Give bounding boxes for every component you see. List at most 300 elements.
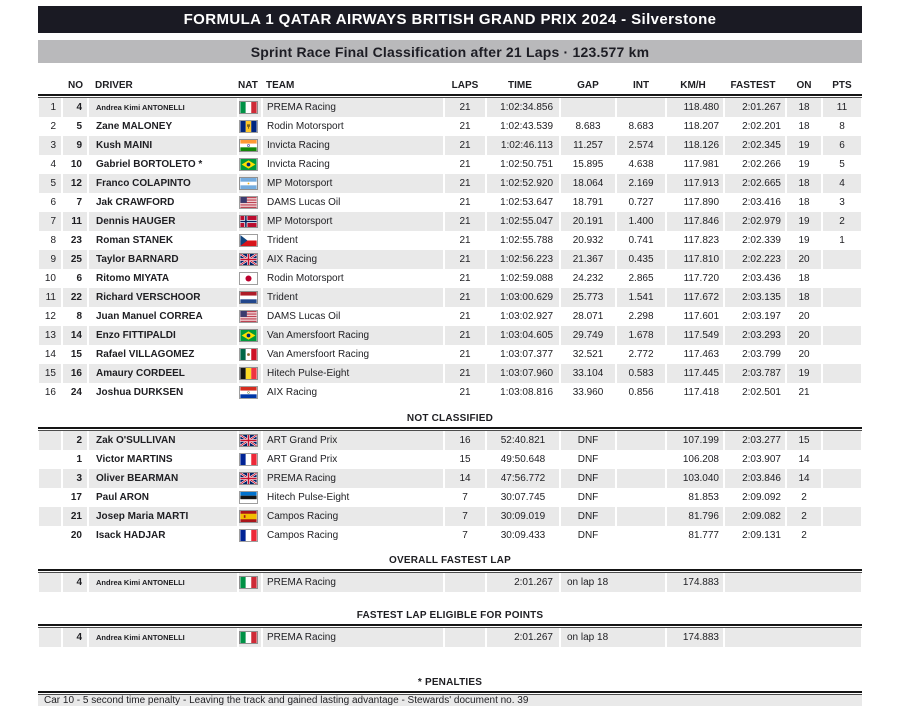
cell-fastest: 2:02.979 xyxy=(724,212,786,231)
cell-laps: 21 xyxy=(444,155,486,174)
cell-team: ART Grand Prix xyxy=(262,450,444,469)
cell-on: 18 xyxy=(786,117,822,136)
cell-gap: DNF xyxy=(560,431,616,450)
cell-on: 19 xyxy=(786,136,822,155)
cell-kmh: 103.040 xyxy=(666,469,724,488)
driver-name: Gabriel BORTOLETO * xyxy=(96,159,203,170)
driver-name: Taylor BARNARD xyxy=(96,254,179,265)
cell-pts xyxy=(822,288,862,307)
cell-time: 47:56.772 xyxy=(486,469,560,488)
barbados-flag-icon xyxy=(240,121,257,132)
cell-time: 1:03:07.377 xyxy=(486,345,560,364)
cell-no: 16 xyxy=(62,364,88,383)
brazil-flag-icon xyxy=(240,159,257,170)
cell-pos: 14 xyxy=(38,345,62,364)
cell-fastest: 2:03.197 xyxy=(724,307,786,326)
cell-int: 0.727 xyxy=(616,193,666,212)
driver-name: Zak O'SULLIVAN xyxy=(96,435,176,446)
header-nat: NAT xyxy=(238,77,262,94)
cell-fastest: 2:02.665 xyxy=(724,174,786,193)
fastest-lap-row xyxy=(38,573,862,592)
cell-fastest: 2:09.131 xyxy=(724,526,786,545)
cell-laps: 21 xyxy=(444,117,486,136)
cell-laps: 7 xyxy=(444,507,486,526)
usa-flag-icon xyxy=(240,311,257,322)
header-laps: LAPS xyxy=(444,77,486,94)
cell-team: Hitech Pulse-Eight xyxy=(262,488,444,507)
race-title: FORMULA 1 QATAR AIRWAYS BRITISH GRAND PRIX 2024 - Silverstone xyxy=(183,11,717,28)
cell-no: 3 xyxy=(62,469,88,488)
cell-pts xyxy=(822,469,862,488)
cell-gap: 33.960 xyxy=(560,383,616,402)
cell-no: 2 xyxy=(62,431,88,450)
header-no: NO xyxy=(62,77,88,94)
table-row xyxy=(38,431,862,450)
cell-kmh: 81.853 xyxy=(666,488,724,507)
cell-gap: 24.232 xyxy=(560,269,616,288)
cell-gap: 32.521 xyxy=(560,345,616,364)
cell-pos xyxy=(38,628,62,647)
cell-rest xyxy=(724,573,862,592)
cell-kmh: 117.720 xyxy=(666,269,724,288)
cell-gap: 33.104 xyxy=(560,364,616,383)
cell-int xyxy=(616,450,666,469)
cell-time: 1:03:00.629 xyxy=(486,288,560,307)
cell-pts xyxy=(822,250,862,269)
cell-on: 18 xyxy=(786,269,822,288)
cell-driver xyxy=(88,345,238,364)
table-row xyxy=(38,383,862,402)
usa-flag-icon xyxy=(240,197,257,208)
cell-time: 1:02:59.088 xyxy=(486,269,560,288)
paraguay-flag-icon xyxy=(240,387,257,398)
cell-int xyxy=(616,98,666,117)
cell-no: 21 xyxy=(62,507,88,526)
cell-rest xyxy=(724,628,862,647)
cell-laps: 21 xyxy=(444,174,486,193)
cell-kmh: 117.913 xyxy=(666,174,724,193)
section-gap-row xyxy=(38,592,862,604)
cell-pts: 6 xyxy=(822,136,862,155)
cell-on: 18 xyxy=(786,174,822,193)
cell-pts: 1 xyxy=(822,231,862,250)
cell-pts xyxy=(822,345,862,364)
cell-on: 14 xyxy=(786,450,822,469)
cell-on: 18 xyxy=(786,288,822,307)
driver-name: Zane MALONEY xyxy=(96,121,173,132)
cell-fastest: 2:03.907 xyxy=(724,450,786,469)
netherlands-flag-icon xyxy=(240,292,257,303)
belgium-flag-icon xyxy=(240,368,257,379)
cell-pos: 7 xyxy=(38,212,62,231)
driver-name: Enzo FITTIPALDI xyxy=(96,330,176,341)
cell-time: 52:40.821 xyxy=(486,431,560,450)
cell-kmh: 117.418 xyxy=(666,383,724,402)
cell-no: 7 xyxy=(62,193,88,212)
cell-time: 30:09.433 xyxy=(486,526,560,545)
cell-driver xyxy=(88,269,238,288)
japan-flag-icon xyxy=(240,273,257,284)
cell-on: 18 xyxy=(786,98,822,117)
cell-nat xyxy=(238,212,262,231)
table-row xyxy=(38,269,862,288)
cell-kmh: 174.883 xyxy=(666,628,724,647)
cell-pts: 8 xyxy=(822,117,862,136)
cell-gap: DNF xyxy=(560,450,616,469)
cell-nat xyxy=(238,628,262,647)
france-flag-icon xyxy=(240,530,257,541)
driver-name: Andrea Kimi ANTONELLI xyxy=(96,103,185,112)
cell-pts: 4 xyxy=(822,174,862,193)
cell-on: 18 xyxy=(786,193,822,212)
cell-gap: 25.773 xyxy=(560,288,616,307)
driver-name: Roman STANEK xyxy=(96,235,174,246)
cell-int: 1.678 xyxy=(616,326,666,345)
section-gap-row xyxy=(38,647,862,671)
cell-int xyxy=(616,526,666,545)
cell-driver xyxy=(88,507,238,526)
table-row xyxy=(38,345,862,364)
cell-on: 19 xyxy=(786,364,822,383)
cell-time: 1:02:55.788 xyxy=(486,231,560,250)
cell-kmh: 117.445 xyxy=(666,364,724,383)
cell-driver xyxy=(88,383,238,402)
cell-nat xyxy=(238,488,262,507)
cell-driver xyxy=(88,326,238,345)
cell-time: 1:02:53.647 xyxy=(486,193,560,212)
cell-time: 2:01.267 xyxy=(486,573,560,592)
cell-pos: 4 xyxy=(38,155,62,174)
uk-flag-icon xyxy=(240,473,257,484)
cell-pts xyxy=(822,307,862,326)
italy-flag-icon xyxy=(240,632,257,643)
section-heading-penalties: * PENALTIES xyxy=(417,677,483,688)
cell-fastest: 2:02.339 xyxy=(724,231,786,250)
cell-nat xyxy=(238,231,262,250)
cell-gap: 20.932 xyxy=(560,231,616,250)
table-row xyxy=(38,507,862,526)
driver-name: Andrea Kimi ANTONELLI xyxy=(96,578,185,587)
cell-gap xyxy=(560,98,616,117)
header-kmh: KM/H xyxy=(666,77,724,94)
cell-pts xyxy=(822,450,862,469)
cell-pos: 15 xyxy=(38,364,62,383)
cell-nat xyxy=(238,98,262,117)
cell-nat xyxy=(238,364,262,383)
cell-fastest: 2:03.436 xyxy=(724,269,786,288)
cell-pts xyxy=(822,488,862,507)
cell-int: 0.741 xyxy=(616,231,666,250)
cell-pos xyxy=(38,431,62,450)
driver-name: Paul ARON xyxy=(96,492,149,503)
cell-driver xyxy=(88,155,238,174)
cell-time: 1:03:07.960 xyxy=(486,364,560,383)
cell-nat xyxy=(238,345,262,364)
cell-pos: 10 xyxy=(38,269,62,288)
cell-team: DAMS Lucas Oil xyxy=(262,307,444,326)
header-time: TIME xyxy=(486,77,560,94)
cell-nat xyxy=(238,450,262,469)
cell-no: 1 xyxy=(62,450,88,469)
cell-gap: 18.791 xyxy=(560,193,616,212)
cell-laps: 21 xyxy=(444,326,486,345)
cell-int xyxy=(616,469,666,488)
cell-on: 20 xyxy=(786,345,822,364)
penalty-row xyxy=(38,695,862,706)
cell-team: AIX Racing xyxy=(262,383,444,402)
cell-laps: 21 xyxy=(444,345,486,364)
cell-team: MP Motorsport xyxy=(262,212,444,231)
cell-driver xyxy=(88,488,238,507)
cell-on: 19 xyxy=(786,155,822,174)
cell-laps: 15 xyxy=(444,450,486,469)
cell-fastest: 2:02.223 xyxy=(724,250,786,269)
cell-no: 11 xyxy=(62,212,88,231)
spain-flag-icon xyxy=(240,511,257,522)
cell-no: 4 xyxy=(62,573,88,592)
cell-fastest: 2:03.416 xyxy=(724,193,786,212)
cell-time: 1:03:02.927 xyxy=(486,307,560,326)
cell-gap: 29.749 xyxy=(560,326,616,345)
cell-team: PREMA Racing xyxy=(262,469,444,488)
cell-pos xyxy=(38,573,62,592)
table-row xyxy=(38,469,862,488)
cell-pts xyxy=(822,431,862,450)
cell-team: Trident xyxy=(262,231,444,250)
cell-pts xyxy=(822,507,862,526)
cell-time: 1:02:34.856 xyxy=(486,98,560,117)
driver-name: Richard VERSCHOOR xyxy=(96,292,201,303)
cell-time: 30:09.019 xyxy=(486,507,560,526)
cell-kmh: 118.480 xyxy=(666,98,724,117)
cell-pos xyxy=(38,450,62,469)
cell-laps: 21 xyxy=(444,231,486,250)
cell-kmh: 81.796 xyxy=(666,507,724,526)
czech-flag-icon xyxy=(240,235,257,246)
cell-time: 1:02:43.539 xyxy=(486,117,560,136)
cell-driver xyxy=(88,364,238,383)
cell-driver xyxy=(88,212,238,231)
fastest-lap-row xyxy=(38,628,862,647)
driver-name: Andrea Kimi ANTONELLI xyxy=(96,633,185,642)
table-row xyxy=(38,364,862,383)
cell-on: 2 xyxy=(786,526,822,545)
cell-no: 6 xyxy=(62,269,88,288)
cell-no: 15 xyxy=(62,345,88,364)
table-row xyxy=(38,193,862,212)
brazil-flag-icon xyxy=(240,330,257,341)
italy-flag-icon xyxy=(240,102,257,113)
cell-kmh: 118.207 xyxy=(666,117,724,136)
cell-driver xyxy=(88,136,238,155)
header-fastest: FASTEST xyxy=(724,77,786,94)
cell-pts xyxy=(822,269,862,288)
table-row xyxy=(38,231,862,250)
cell-kmh: 81.777 xyxy=(666,526,724,545)
cell-gap: DNF xyxy=(560,507,616,526)
cell-no: 25 xyxy=(62,250,88,269)
cell-driver xyxy=(88,250,238,269)
cell-fastest: 2:02.201 xyxy=(724,117,786,136)
classification-sheet xyxy=(38,6,862,706)
cell-nat xyxy=(238,507,262,526)
cell-team: Van Amersfoort Racing xyxy=(262,345,444,364)
cell-nat xyxy=(238,526,262,545)
cell-nat xyxy=(238,117,262,136)
uk-flag-icon xyxy=(240,435,257,446)
cell-laps: 14 xyxy=(444,469,486,488)
cell-pts: 11 xyxy=(822,98,862,117)
cell-team: Rodin Motorsport xyxy=(262,269,444,288)
table-row xyxy=(38,307,862,326)
cell-team: Van Amersfoort Racing xyxy=(262,326,444,345)
cell-laps xyxy=(444,573,486,592)
driver-name: Rafael VILLAGOMEZ xyxy=(96,349,195,360)
cell-driver xyxy=(88,174,238,193)
cell-int xyxy=(616,507,666,526)
driver-name: Josep Maria MARTI xyxy=(96,511,189,522)
cell-pos xyxy=(38,507,62,526)
driver-name: Joshua DURKSEN xyxy=(96,387,184,398)
cell-pos: 16 xyxy=(38,383,62,402)
cell-gap: DNF xyxy=(560,488,616,507)
cell-time: 1:03:04.605 xyxy=(486,326,560,345)
header-pos xyxy=(38,77,62,94)
cell-no: 8 xyxy=(62,307,88,326)
cell-pos xyxy=(38,526,62,545)
cell-int: 8.683 xyxy=(616,117,666,136)
cell-gap: 20.191 xyxy=(560,212,616,231)
cell-int: 2.772 xyxy=(616,345,666,364)
cell-int: 1.541 xyxy=(616,288,666,307)
cell-kmh: 174.883 xyxy=(666,573,724,592)
driver-name: Dennis HAUGER xyxy=(96,216,176,227)
cell-kmh: 117.549 xyxy=(666,326,724,345)
cell-on: 2 xyxy=(786,507,822,526)
cell-on: 20 xyxy=(786,250,822,269)
uk-flag-icon xyxy=(240,254,257,265)
cell-fastest: 2:09.082 xyxy=(724,507,786,526)
section-heading-points-fastest-row xyxy=(38,604,862,624)
cell-int: 0.435 xyxy=(616,250,666,269)
cell-pts xyxy=(822,383,862,402)
cell-driver xyxy=(88,469,238,488)
cell-laps: 21 xyxy=(444,193,486,212)
cell-team: PREMA Racing xyxy=(262,573,444,592)
cell-team: DAMS Lucas Oil xyxy=(262,193,444,212)
cell-no: 23 xyxy=(62,231,88,250)
cell-gap: DNF xyxy=(560,526,616,545)
cell-pos: 9 xyxy=(38,250,62,269)
cell-pts: 2 xyxy=(822,212,862,231)
cell-on: 20 xyxy=(786,326,822,345)
cell-time: 1:02:50.751 xyxy=(486,155,560,174)
cell-nat xyxy=(238,250,262,269)
cell-driver xyxy=(88,307,238,326)
cell-pos: 11 xyxy=(38,288,62,307)
cell-pos: 6 xyxy=(38,193,62,212)
cell-time: 30:07.745 xyxy=(486,488,560,507)
cell-team: Campos Racing xyxy=(262,507,444,526)
cell-kmh: 118.126 xyxy=(666,136,724,155)
cell-pts: 5 xyxy=(822,155,862,174)
cell-on: 2 xyxy=(786,488,822,507)
cell-time: 1:02:46.113 xyxy=(486,136,560,155)
header-int: INT xyxy=(616,77,666,94)
india-flag-icon xyxy=(240,140,257,151)
cell-laps: 21 xyxy=(444,269,486,288)
cell-kmh: 106.208 xyxy=(666,450,724,469)
cell-kmh: 117.463 xyxy=(666,345,724,364)
driver-name: Kush MAINI xyxy=(96,140,153,151)
cell-fastest: 2:03.846 xyxy=(724,469,786,488)
penalty-text: Car 10 - 5 second time penalty - Leaving the track and gained lasting advantage - Stewards' document no. 39 xyxy=(38,695,862,706)
cell-team: ART Grand Prix xyxy=(262,431,444,450)
table-row xyxy=(38,288,862,307)
cell-gap: 8.683 xyxy=(560,117,616,136)
cell-nat xyxy=(238,136,262,155)
cell-nat xyxy=(238,193,262,212)
cell-time: 1:02:55.047 xyxy=(486,212,560,231)
cell-fastest: 2:02.345 xyxy=(724,136,786,155)
table-row xyxy=(38,488,862,507)
cell-team: PREMA Racing xyxy=(262,628,444,647)
table-row xyxy=(38,98,862,117)
table-row xyxy=(38,450,862,469)
cell-gap: 18.064 xyxy=(560,174,616,193)
cell-team: Rodin Motorsport xyxy=(262,117,444,136)
cell-fastest: 2:03.787 xyxy=(724,364,786,383)
cell-driver xyxy=(88,193,238,212)
cell-driver xyxy=(88,117,238,136)
cell-on: 14 xyxy=(786,469,822,488)
cell-no: 9 xyxy=(62,136,88,155)
cell-nat xyxy=(238,326,262,345)
norway-flag-icon xyxy=(240,216,257,227)
cell-nat xyxy=(238,431,262,450)
cell-kmh: 117.672 xyxy=(666,288,724,307)
cell-pts xyxy=(822,526,862,545)
table-row xyxy=(38,174,862,193)
table-row xyxy=(38,250,862,269)
cell-int: 1.400 xyxy=(616,212,666,231)
cell-fastest: 2:03.277 xyxy=(724,431,786,450)
cell-nat xyxy=(238,269,262,288)
cell-int: 2.574 xyxy=(616,136,666,155)
cell-driver xyxy=(88,628,238,647)
cell-laps: 21 xyxy=(444,250,486,269)
cell-laps: 16 xyxy=(444,431,486,450)
france-flag-icon xyxy=(240,454,257,465)
cell-on: 21 xyxy=(786,383,822,402)
cell-gap: 11.257 xyxy=(560,136,616,155)
cell-fastest: 2:03.293 xyxy=(724,326,786,345)
cell-driver xyxy=(88,231,238,250)
cell-pts xyxy=(822,326,862,345)
cell-pos: 1 xyxy=(38,98,62,117)
cell-laps: 21 xyxy=(444,364,486,383)
section-heading-points-fastest: FASTEST LAP ELIGIBLE FOR POINTS xyxy=(356,610,544,621)
cell-int: 0.583 xyxy=(616,364,666,383)
driver-name: Ritomo MIYATA xyxy=(96,273,170,284)
cell-pts xyxy=(822,364,862,383)
cell-int: 2.865 xyxy=(616,269,666,288)
cell-team: Hitech Pulse-Eight xyxy=(262,364,444,383)
cell-gap: 15.895 xyxy=(560,155,616,174)
cell-gap: 28.071 xyxy=(560,307,616,326)
argentina-flag-icon xyxy=(240,178,257,189)
cell-fastest: 2:02.501 xyxy=(724,383,786,402)
